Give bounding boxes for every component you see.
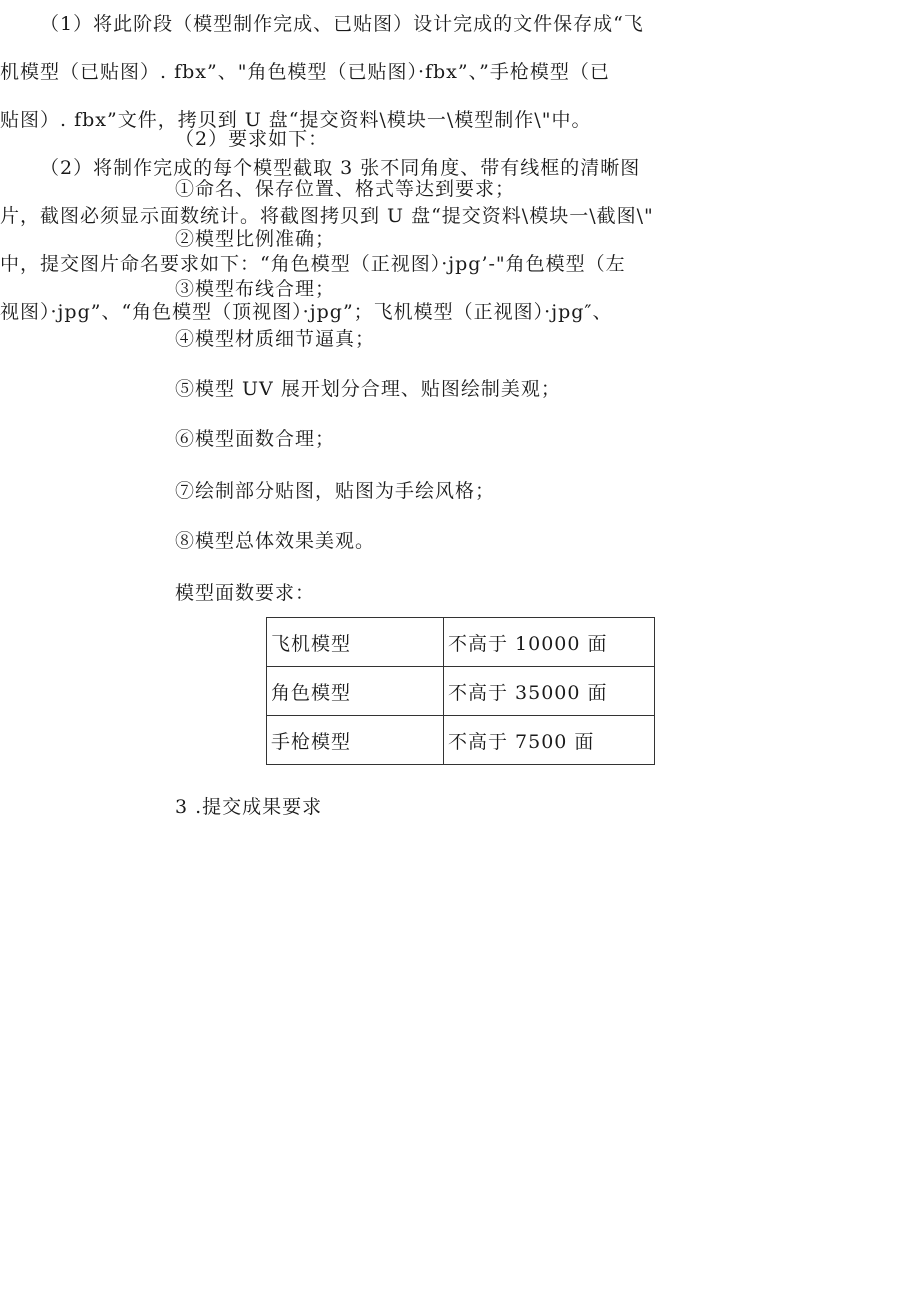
table-row xyxy=(267,716,655,765)
submission-paragraph-1 xyxy=(0,0,670,144)
requirement-item: ⑤模型 UV 展开划分合理、贴图绘制美观； xyxy=(175,378,561,400)
requirement-item: ③模型布线合理； xyxy=(175,278,336,300)
paragraph-line: 贴图）. fbx”文件，拷贝到 U 盘“提交资料\模块一\模型制作\"中。 xyxy=(0,109,592,131)
paragraph-line: （1）将此阶段（模型制作完成、已贴图）设计完成的文件保存成“飞 xyxy=(40,13,644,35)
paragraph-line: 中，提交图片命名要求如下：“角色模型（正视图）·jpg’-"角色模型（左 xyxy=(0,253,626,275)
paragraph-line: 视图）·jpg”、“角色模型（顶视图）·jpg”；飞机模型（正视图）·jpg″、 xyxy=(0,301,613,323)
face-count-table xyxy=(266,617,655,765)
table-row xyxy=(267,667,655,716)
requirement-item: ⑥模型面数合理； xyxy=(175,428,336,450)
paragraph-line: 片，截图必须显示面数统计。将截图拷贝到 U 盘“提交资料\模块一\截图\" xyxy=(0,205,654,227)
section-heading-submission: 3 .提交成果要求 xyxy=(175,796,323,818)
face-count-label: 模型面数要求： xyxy=(175,582,316,604)
paragraph-line: （2）将制作完成的每个模型截取 3 张不同角度、带有线框的清晰图 xyxy=(40,157,641,179)
requirement-item: ②模型比例准确； xyxy=(175,228,336,250)
table-cell-model: 角色模型 xyxy=(267,667,444,716)
table-cell-model: 飞机模型 xyxy=(267,618,444,667)
table-cell-limit: 不高于 7500 面 xyxy=(444,716,655,765)
table-cell-limit: 不高于 35000 面 xyxy=(444,667,655,716)
section-heading-requirements: （2）要求如下： xyxy=(175,128,329,150)
table-cell-limit: 不高于 10000 面 xyxy=(444,618,655,667)
requirement-item: ①命名、保存位置、格式等达到要求； xyxy=(175,178,516,200)
paragraph-line: 机模型（已贴图）. fbx”、"角色模型（已贴图）·fbx”、”手枪模型（已 xyxy=(0,61,610,83)
requirement-item: ⑦绘制部分贴图，贴图为手绘风格； xyxy=(175,480,496,502)
requirement-item: ④模型材质细节逼真； xyxy=(175,328,376,350)
table-cell-model: 手枪模型 xyxy=(267,716,444,765)
requirement-item: ⑧模型总体效果美观。 xyxy=(175,530,376,552)
table-row xyxy=(267,618,655,667)
